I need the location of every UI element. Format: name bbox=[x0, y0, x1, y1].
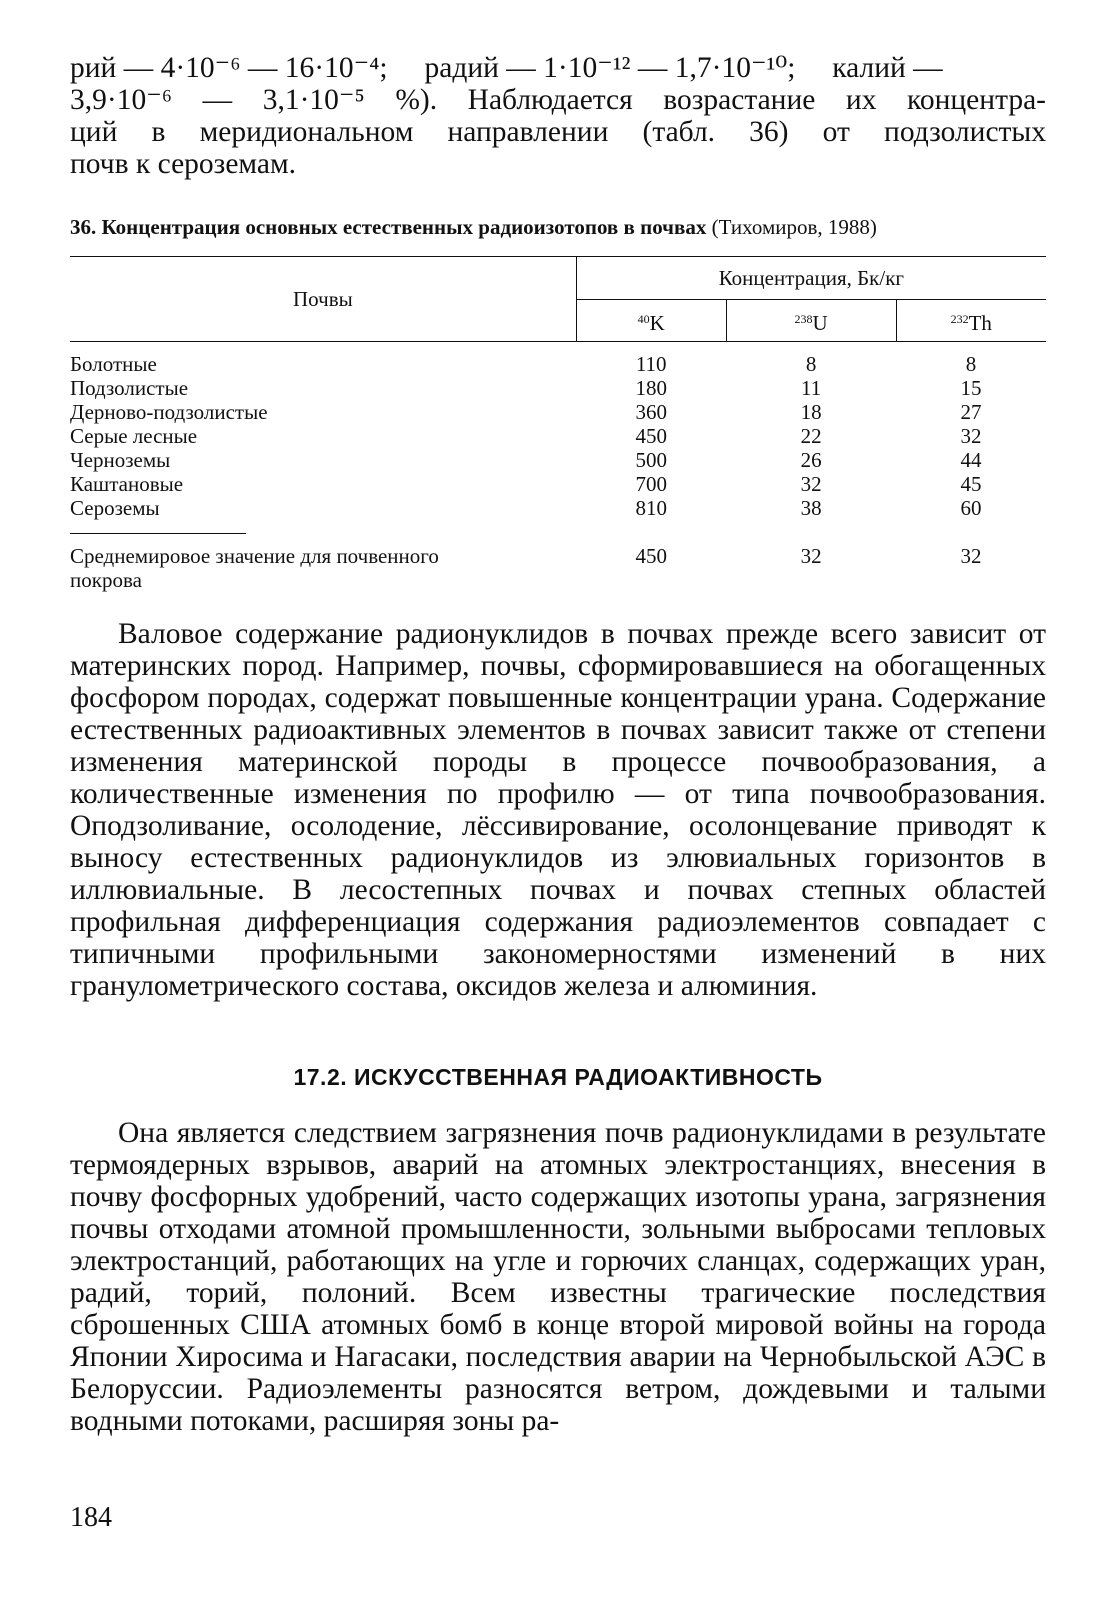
value-k40: 360 bbox=[635, 400, 667, 424]
value-u238: 38 bbox=[800, 496, 822, 520]
table-row bbox=[70, 424, 1046, 448]
soil-name: Подзолистые bbox=[70, 376, 189, 400]
header-isotope-th232: $^{232}$Th bbox=[896, 300, 1046, 342]
intro-line: рий — 4·10⁻⁶ — 16·10⁻⁴; радий — 1·10⁻¹² — 1,7·10⁻¹⁰; калий — bbox=[70, 52, 943, 84]
table-row-average bbox=[70, 534, 1046, 592]
header-soils: Почвы bbox=[70, 257, 576, 342]
body-paragraph-2: Она является следствием загрязнения почв радионуклидами в результате термоядерных взрывов, аварий на атомных электростанциях, внесения в почву фосфорных удобрений, часто содержащих изотопы урана, загрязнения почвы отходами атомной промышленности, зольными выбросами тепловых электростанций, работающих на угле и горючих сланцах, содержащих уран, радий, торий, полоний. Всем известны трагические последствия сброшенных США атомных бомб в конце второй мировой войны на города Японии Хиросима и Нагасаки, последствия аварии на Чернобыльской АЭС в Белоруссии. Радиоэлементы разносятся ветром, дождевыми и талыми водными потоками, расширяя зоны ра- bbox=[70, 1117, 1046, 1437]
book-page bbox=[70, 52, 1046, 1437]
header-concentration: Концентрация, Бк/кг bbox=[576, 257, 1046, 300]
body-paragraph-1: Валовое содержание радионуклидов в почвах прежде всего зависит от материнских пород. Например, почвы, сформировавшиеся на обогащенных фосфором породах, содержат повышенные концентрации урана. Содержание естественных радиоактивных элементов в почвах зависит также от степени изменения материнской породы в процессе почвообразования, а количественные изменения по профилю — от типа почвообразования. Оподзоливание, осолодение, лёссивирование, осолонцевание приводят к выносу естественных радионуклидов из элювиальных горизонтов в иллювиальные. В лесостепных почвах и почвах степных областей профильная дифференциация содержания радиоэлементов совпадает с типичными профильными закономерностями изменений в них гранулометрического состава, оксидов железа и алюминия. bbox=[70, 618, 1046, 1002]
header-isotope-u238: $^{238}$U bbox=[726, 300, 896, 342]
value-k40: 450 bbox=[635, 424, 667, 448]
value-u238: 11 bbox=[800, 376, 822, 400]
average-label: Среднемировое значение для почвенного покрова bbox=[70, 544, 439, 592]
intro-line: 3,9·10⁻⁶ — 3,1·10⁻⁵ %). Наблюдается возрастание их концентра- bbox=[70, 84, 1046, 116]
value-u238: 32 bbox=[800, 472, 822, 496]
table-row bbox=[70, 400, 1046, 424]
value-k40: 500 bbox=[635, 448, 667, 472]
value-k40: 700 bbox=[635, 472, 667, 496]
page-number: 184 bbox=[70, 1502, 112, 1533]
table-caption-title: 36. Концентрация основных естественных радиоизотопов в почвах bbox=[70, 215, 707, 239]
soil-name: Каштановые bbox=[70, 472, 184, 496]
soil-name: Дерново-подзолистые bbox=[70, 400, 268, 424]
value-th232: 27 bbox=[960, 400, 982, 424]
value-u238: 18 bbox=[800, 400, 822, 424]
table-row bbox=[70, 448, 1046, 472]
table-row bbox=[70, 496, 1046, 520]
value-th232: 60 bbox=[960, 496, 982, 520]
value-th232: 15 bbox=[960, 376, 982, 400]
value-k40: 810 bbox=[635, 496, 667, 520]
soil-name: Болотные bbox=[70, 352, 157, 376]
intro-line: почв к сероземам. bbox=[70, 148, 297, 180]
table-separator-row bbox=[70, 520, 1046, 534]
soil-name: Серые лесные bbox=[70, 424, 198, 448]
value-u238: 26 bbox=[800, 448, 822, 472]
average-th232: 32 bbox=[960, 544, 982, 568]
value-th232: 45 bbox=[960, 472, 982, 496]
value-th232: 8 bbox=[965, 352, 977, 376]
header-isotope-k40: $^{40}$K bbox=[576, 300, 726, 342]
value-k40: 110 bbox=[635, 352, 667, 376]
radioisotope-table bbox=[70, 256, 1046, 592]
table-row bbox=[70, 376, 1046, 400]
section-heading: 17.2. ИСКУССТВЕННАЯ РАДИОАКТИВНОСТЬ bbox=[293, 1064, 823, 1090]
intro-line: ций в меридиональном направлении (табл. 36) от подзолистых bbox=[70, 116, 1046, 148]
soil-name: Сероземы bbox=[70, 496, 160, 520]
table-caption-source: (Тихомиров, 1988) bbox=[706, 215, 877, 239]
table-row bbox=[70, 342, 1046, 377]
table-row bbox=[70, 472, 1046, 496]
value-u238: 8 bbox=[805, 352, 817, 376]
table-caption bbox=[70, 214, 1046, 240]
average-u238: 32 bbox=[800, 544, 822, 568]
soil-name: Черноземы bbox=[70, 448, 171, 472]
value-k40: 180 bbox=[635, 376, 667, 400]
average-k40: 450 bbox=[635, 544, 667, 568]
intro-paragraph bbox=[70, 52, 1046, 180]
value-th232: 44 bbox=[960, 448, 982, 472]
value-u238: 22 bbox=[800, 424, 822, 448]
value-th232: 32 bbox=[960, 424, 982, 448]
